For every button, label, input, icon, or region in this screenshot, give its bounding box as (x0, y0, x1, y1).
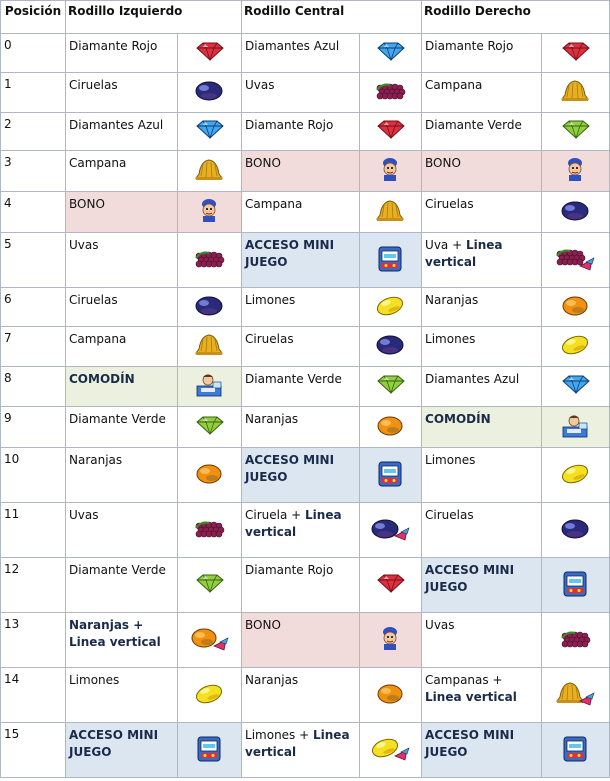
right-reel-symbol-name: Diamante Rojo (422, 34, 542, 73)
right-reel-symbol-image (542, 668, 610, 723)
right-reel-symbol-image (542, 192, 610, 233)
green-diamond-icon (178, 414, 241, 441)
right-reel-symbol-name (422, 233, 542, 288)
left-reel-symbol-name: Campana (66, 327, 178, 367)
left-reel-symbol-name: BONO (66, 192, 178, 233)
position-cell: 14 (1, 668, 66, 723)
blue-diamond-icon (542, 373, 609, 400)
left-reel-symbol-name: Naranjas + Linea vertical (66, 613, 178, 668)
center-reel-symbol-image (360, 73, 422, 113)
red-diamond-icon (542, 40, 609, 67)
left-reel-symbol-image (178, 503, 242, 558)
blue-diamond-icon (178, 118, 241, 145)
minigame-icon (360, 246, 421, 275)
center-reel-symbol-image (360, 34, 422, 73)
position-cell: 6 (1, 288, 66, 327)
right-reel-symbol-name: Limones (422, 448, 542, 503)
right-reel-symbol-name: ACCESO MINI JUEGO (422, 723, 542, 778)
plum-icon (542, 198, 609, 227)
center-reel-symbol-image (360, 503, 422, 558)
center-reel-symbol-image (360, 113, 422, 151)
symbol-name-text: Campanas + (425, 673, 503, 687)
table-row (1, 367, 610, 407)
right-reel-symbol-name: Limones (422, 327, 542, 367)
left-reel-symbol-image (178, 723, 242, 778)
position-cell: 15 (1, 723, 66, 778)
right-reel-symbol-name: BONO (422, 151, 542, 192)
center-reel-symbol-image (360, 327, 422, 367)
table-row (1, 73, 610, 113)
right-reel-symbol-image (542, 503, 610, 558)
position-cell: 9 (1, 407, 66, 448)
red-diamond-icon (178, 40, 241, 67)
center-reel-symbol-name: Naranjas (242, 407, 360, 448)
table-row (1, 723, 610, 778)
left-reel-symbol-name: COMODÍN (66, 367, 178, 407)
center-reel-symbol-name: BONO (242, 151, 360, 192)
symbol-name-text: Ciruela + (245, 508, 306, 522)
table-row (1, 668, 610, 723)
table-row (1, 34, 610, 73)
left-reel-symbol-name: Uvas (66, 233, 178, 288)
left-reel-symbol-name: Ciruelas (66, 73, 178, 113)
bonus-man-icon (542, 157, 609, 186)
table-row (1, 327, 610, 367)
right-reel-symbol-name: Ciruelas (422, 192, 542, 233)
center-reel-symbol-image (360, 288, 422, 327)
bell-icon (178, 333, 241, 360)
center-reel-symbol-image (360, 448, 422, 503)
header-right-reel: Rodillo Derecho (422, 1, 610, 34)
bonus-man-icon (360, 157, 421, 186)
table-row (1, 448, 610, 503)
left-reel-symbol-name: ACCESO MINI JUEGO (66, 723, 178, 778)
center-reel-symbol-image (360, 613, 422, 668)
right-reel-symbol-image (542, 613, 610, 668)
symbol-name-text: Limones + (245, 728, 313, 742)
bell-icon (178, 158, 241, 185)
center-reel-symbol-name: BONO (242, 613, 360, 668)
right-reel-symbol-image (542, 73, 610, 113)
left-reel-symbol-name: Diamante Verde (66, 558, 178, 613)
position-cell: 10 (1, 448, 66, 503)
lemon-icon (178, 682, 241, 709)
center-reel-symbol-image (360, 233, 422, 288)
right-reel-symbol-image (542, 448, 610, 503)
position-cell: 13 (1, 613, 66, 668)
center-reel-symbol-image (360, 558, 422, 613)
center-reel-symbol-name: Diamante Rojo (242, 558, 360, 613)
center-reel-symbol-image (360, 367, 422, 407)
symbol-name-text: Uva + (425, 238, 466, 252)
right-reel-symbol-name: Ciruelas (422, 503, 542, 558)
left-reel-symbol-image (178, 288, 242, 327)
blue-diamond-icon (360, 40, 421, 67)
right-reel-symbol-image (542, 407, 610, 448)
left-reel-symbol-image (178, 668, 242, 723)
red-diamond-icon (360, 572, 421, 599)
center-reel-symbol-name: Diamante Rojo (242, 113, 360, 151)
position-cell: 4 (1, 192, 66, 233)
minigame-icon (178, 736, 241, 765)
right-reel-symbol-image (542, 288, 610, 327)
position-cell: 1 (1, 73, 66, 113)
center-reel-symbol-image (360, 192, 422, 233)
table-row (1, 613, 610, 668)
table-row (1, 288, 610, 327)
bell-arrow-icon (542, 681, 609, 710)
vertical-line-text: Linea vertical (245, 508, 342, 539)
left-reel-symbol-name: Diamantes Azul (66, 113, 178, 151)
right-reel-symbol-name: Naranjas (422, 288, 542, 327)
left-reel-symbol-image (178, 327, 242, 367)
left-reel-symbol-image (178, 192, 242, 233)
center-reel-symbol-image (360, 668, 422, 723)
bell-icon (360, 199, 421, 226)
wild-icon (178, 372, 241, 401)
right-reel-symbol-image (542, 34, 610, 73)
red-diamond-icon (360, 118, 421, 145)
table-row (1, 558, 610, 613)
right-reel-symbol-image (542, 723, 610, 778)
vertical-line-text: Linea vertical (245, 728, 350, 759)
left-reel-symbol-image (178, 558, 242, 613)
bell-icon (542, 79, 609, 106)
bonus-man-icon (360, 626, 421, 655)
minigame-icon (542, 571, 609, 600)
plum-icon (178, 293, 241, 322)
center-reel-symbol-name: ACCESO MINI JUEGO (242, 233, 360, 288)
vertical-line-text: Linea vertical (425, 238, 503, 269)
center-reel-symbol-name: Uvas (242, 73, 360, 113)
grapes-icon (178, 518, 241, 543)
right-reel-symbol-name: Diamante Verde (422, 113, 542, 151)
table-row (1, 113, 610, 151)
left-reel-symbol-name: Diamante Rojo (66, 34, 178, 73)
center-reel-symbol-name (242, 503, 360, 558)
lemon-arrow-icon (360, 736, 421, 765)
orange-arrow-icon (178, 626, 241, 655)
green-diamond-icon (542, 118, 609, 145)
center-reel-symbol-image (360, 151, 422, 192)
center-reel-symbol-image (360, 723, 422, 778)
left-reel-symbol-image (178, 407, 242, 448)
right-reel-symbol-image (542, 367, 610, 407)
right-reel-symbol-name: Diamantes Azul (422, 367, 542, 407)
grapes-icon (178, 248, 241, 273)
center-reel-symbol-name: Limones (242, 288, 360, 327)
grapes-icon (542, 628, 609, 653)
left-reel-symbol-name: Ciruelas (66, 288, 178, 327)
right-reel-symbol-image (542, 558, 610, 613)
minigame-icon (542, 736, 609, 765)
lemon-icon (542, 462, 609, 489)
header-position: Posición (1, 1, 66, 34)
position-cell: 5 (1, 233, 66, 288)
left-reel-symbol-image (178, 34, 242, 73)
orange-icon (360, 414, 421, 441)
orange-icon (542, 294, 609, 321)
right-reel-symbol-name: ACCESO MINI JUEGO (422, 558, 542, 613)
lemon-icon (542, 333, 609, 360)
left-reel-symbol-image (178, 73, 242, 113)
grapes-arrow-icon (542, 246, 609, 275)
green-diamond-icon (178, 572, 241, 599)
center-reel-symbol-name: Campana (242, 192, 360, 233)
position-cell: 3 (1, 151, 66, 192)
position-cell: 8 (1, 367, 66, 407)
green-diamond-icon (360, 373, 421, 400)
table-row (1, 151, 610, 192)
right-reel-symbol-image (542, 113, 610, 151)
right-reel-symbol-image (542, 233, 610, 288)
left-reel-symbol-image (178, 613, 242, 668)
center-reel-symbol-image (360, 407, 422, 448)
right-reel-symbol-name (422, 668, 542, 723)
right-reel-symbol-name: Campana (422, 73, 542, 113)
center-reel-symbol-name: Ciruelas (242, 327, 360, 367)
center-reel-symbol-name: Diamantes Azul (242, 34, 360, 73)
table-row (1, 192, 610, 233)
right-reel-symbol-name: Uvas (422, 613, 542, 668)
lemon-icon (360, 294, 421, 321)
center-reel-symbol-name: ACCESO MINI JUEGO (242, 448, 360, 503)
left-reel-symbol-image (178, 233, 242, 288)
left-reel-symbol-name: Naranjas (66, 448, 178, 503)
left-reel-symbol-image (178, 367, 242, 407)
orange-icon (360, 682, 421, 709)
left-reel-symbol-name: Limones (66, 668, 178, 723)
left-reel-symbol-image (178, 448, 242, 503)
wild-icon (542, 413, 609, 442)
header-center-reel: Rodillo Central (242, 1, 422, 34)
position-cell: 11 (1, 503, 66, 558)
header-row (1, 1, 610, 34)
right-reel-symbol-name: COMODÍN (422, 407, 542, 448)
grapes-icon (360, 80, 421, 105)
plum-icon (178, 78, 241, 107)
table-row (1, 503, 610, 558)
right-reel-symbol-image (542, 151, 610, 192)
orange-icon (178, 462, 241, 489)
table-row (1, 233, 610, 288)
left-reel-symbol-image (178, 113, 242, 151)
bonus-man-icon (178, 198, 241, 227)
position-cell: 0 (1, 34, 66, 73)
header-left-reel: Rodillo Izquierdo (66, 1, 242, 34)
plum-arrow-icon (360, 516, 421, 545)
plum-icon (542, 516, 609, 545)
left-reel-symbol-name: Uvas (66, 503, 178, 558)
table-row (1, 407, 610, 448)
vertical-line-text: Linea vertical (425, 690, 517, 704)
left-reel-symbol-image (178, 151, 242, 192)
position-cell: 12 (1, 558, 66, 613)
minigame-icon (360, 461, 421, 490)
left-reel-symbol-name: Diamante Verde (66, 407, 178, 448)
position-cell: 2 (1, 113, 66, 151)
plum-icon (360, 332, 421, 361)
right-reel-symbol-image (542, 327, 610, 367)
center-reel-symbol-name: Naranjas (242, 668, 360, 723)
center-reel-symbol-name: Diamante Verde (242, 367, 360, 407)
left-reel-symbol-name: Campana (66, 151, 178, 192)
center-reel-symbol-name (242, 723, 360, 778)
position-cell: 7 (1, 327, 66, 367)
